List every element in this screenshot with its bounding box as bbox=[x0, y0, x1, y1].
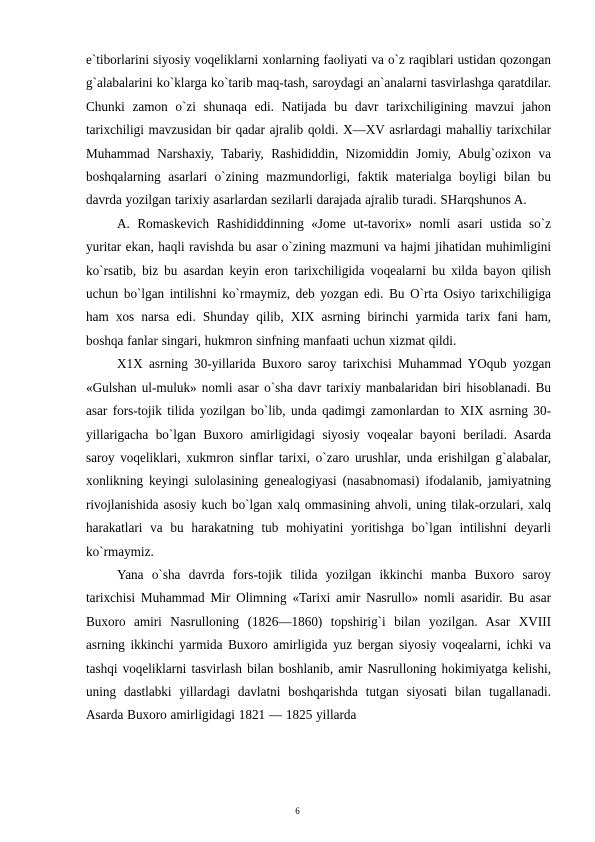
document-page bbox=[86, 48, 551, 727]
paragraph-3: X1X asrning 30-yillarida Buxoro saroy tarixchisi Muhammad YOqub yozgan «Gulshan ul-muluk» nomli asar o`sha davr tarixiy manbalaridan biri hisoblanadi. Bu asar fors-tojik tilida yozilgan bo`lib, unda qadimgi zamonlardan to XIX asrning 30- yillarigacha bo`lgan Buxoro amirligidagi siyosiy voqealar bayoni beriladi. Asarda saroy voqeliklari, xukmron sinflar tarixi, o`zaro urushlar, unda erishilgan g`alabalar, xonlikning keyingi sulolasining genealogiyasi (nasabnomasi) ifodalanib, jamiyatning rivojlanishida asosiy kuch bo`lgan xalq ommasining ahvoli, uning tilak-orzulari, xalq harakatlari va bu harakatning tub mohiyatini yoritishga bo`lgan intilishni deyarli ko`rmaymiz. bbox=[86, 356, 551, 559]
paragraph-2: A. Romaskevich Rashididdinning «Jome ut-tavorix» nomli asari ustida so`z yuritar ekan, haqli ravishda bu asar o`zining mazmuni va hajmi jihatidan muhimligini ko`rsatib, biz bu asardan keyin eron tarixchiligida voqealarni bu xilda bayon qilish uchun bo`lgan intilishni ko`rmaymiz, deb yozgan edi. Bu O`rta Osiyo tarixchiligiga ham xos narsa edi. Shunday qilib, XIX asrning birinchi yarmida tarix fani ham, boshqa fanlar singari, hukmron sinfning manfaati uchun xizmat qildi. bbox=[86, 215, 551, 348]
paragraph-1: e`tiborlarini siyosiy voqeliklarni xonlarning faoliyati va o`z raqiblari ustidan qozongan g`alabalarini ko`klarga ko`tarib maq-tash, saroydagi an`analarni tasvirlashga qaratdilar. Chunki zamon o`zi shunaqa edi. Natijada bu davr tarixchiligining mavzui jahon tarixchiligi mavzusidan bir qadar ajralib qoldi. X—XV asrlardagi mahalliy tarixchilar Muhammad Narshaxiy, Tabariy, Rashididdin, Nizomiddin Jomiy, Abulg`ozixon va boshqalarning asarlari o`zining mazmundorligi, faktik materialga boyligi bilan bu davrda yozilgan tarixiy asarlardan sezilarli darajada ajralib turadi. SHarqshunos A. bbox=[86, 52, 551, 208]
page-number: 6 bbox=[295, 806, 300, 816]
paragraph-4: Yana o`sha davrda fors-tojik tilida yozilgan ikkinchi manba Buxoro saroy tarixchisi Muhammad Mir Olimning «Tarixi amir Nasrullo» nomli asaridir. Bu asar Buxoro amiri Nasrulloning (1826—1860) topshirig`i bilan yozilgan. Asar XVIII asrning ikkinchi yarmida Buxoro amirligida yuz bergan siyosiy voqealarni, ichki va tashqi voqeliklarni tasvirlash bilan boshlanib, amir Nasrulloning hokimiyatga kelishi, uning dastlabki yillardagi davlatni boshqarishda tutgan siyosati bilan tugallanadi. Asarda Buxoro amirligidagi 1821 — 1825 yillarda bbox=[86, 566, 551, 723]
